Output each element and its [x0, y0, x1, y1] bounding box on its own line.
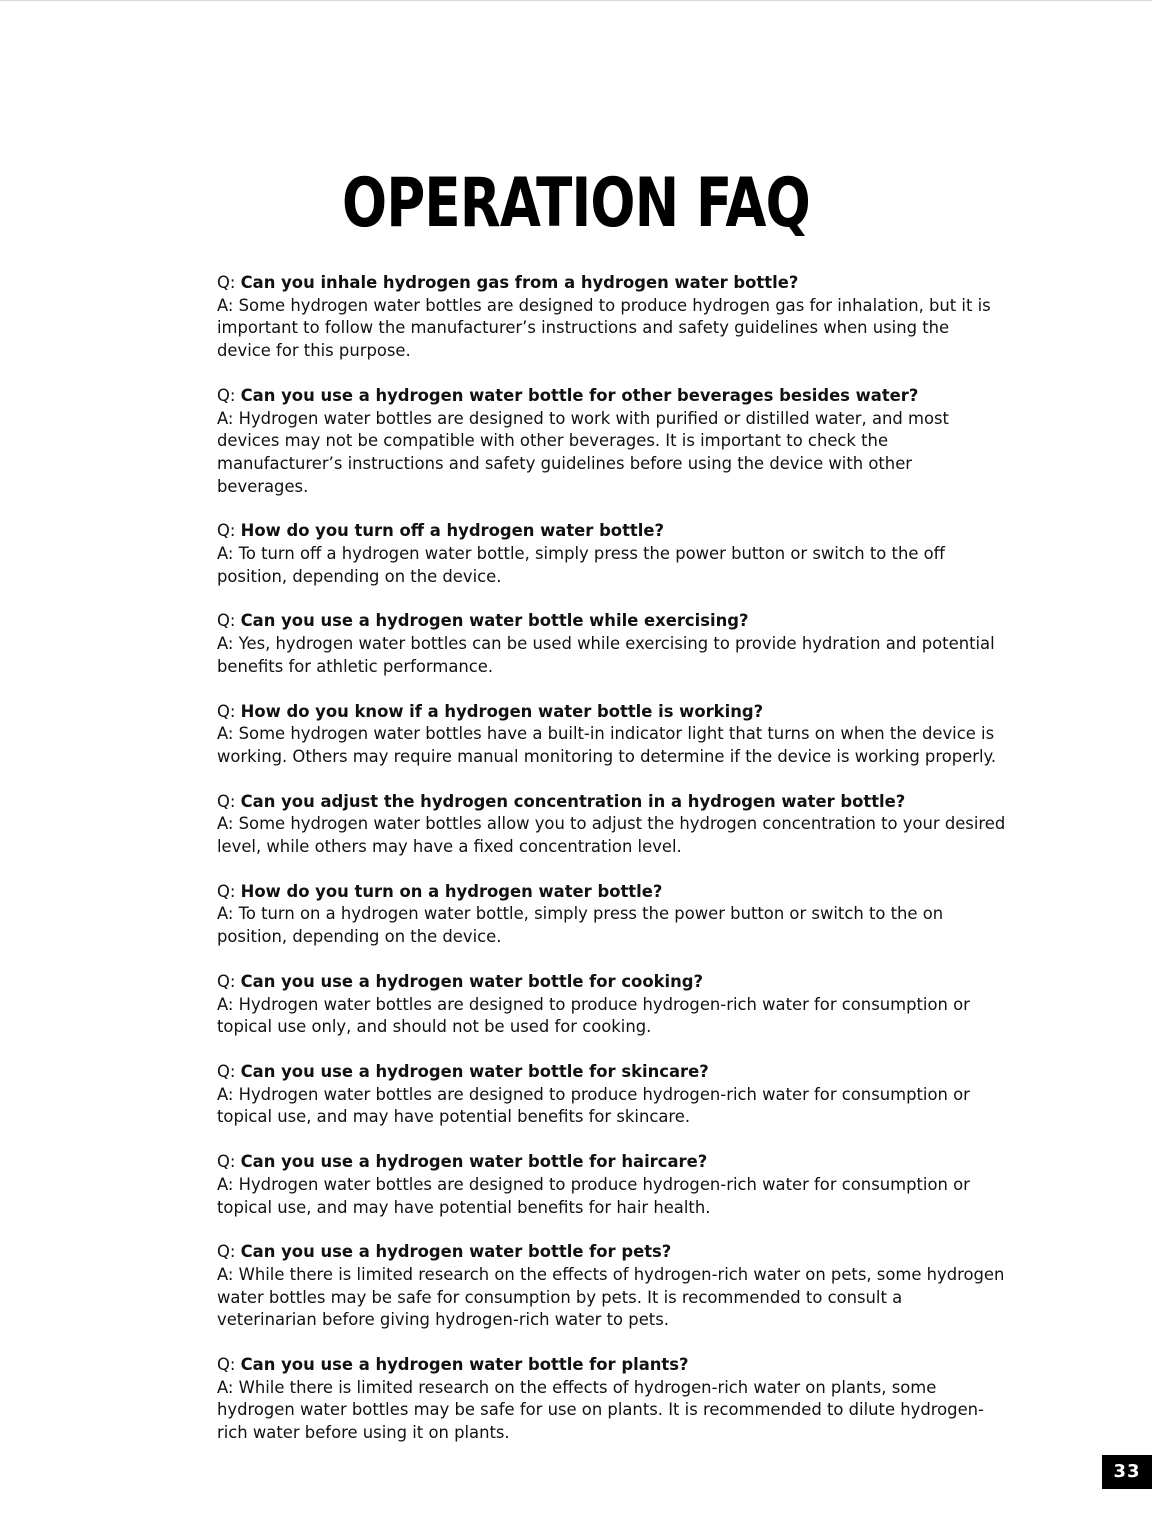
question-text: Can you adjust the hydrogen concentration in a hydrogen water bottle?: [240, 791, 906, 811]
top-divider: [0, 0, 1152, 1]
faq-question: [217, 385, 1007, 408]
question-text: How do you turn off a hydrogen water bottle?: [240, 521, 664, 541]
question-prefix: Q:: [217, 385, 236, 405]
faq-answer: A: Some hydrogen water bottles are designed to produce hydrogen gas for inhalation, but it is important to follow the manufacturer’s instructions and safety guidelines when using the device for this purpose.: [217, 295, 991, 361]
question-text: How do you know if a hydrogen water bottle is working?: [240, 701, 764, 721]
question-prefix: Q:: [217, 791, 236, 811]
question-prefix: Q:: [217, 971, 236, 991]
faq-question: [217, 520, 1007, 543]
faq-item: [217, 1354, 1007, 1445]
question-text: Can you use a hydrogen water bottle for cooking?: [240, 971, 704, 991]
faq-answer: A: Hydrogen water bottles are designed to work with purified or distilled water, and most devices may not be compatible with other beverages. It is important to check the manufacturer’s instructions and safety guidelines before using the device with other beverages.: [217, 408, 949, 496]
faq-item: [217, 971, 1007, 1039]
question-prefix: Q:: [217, 1242, 236, 1262]
faq-answer: A: While there is limited research on the effects of hydrogen-rich water on pets, some hydrogen water bottles may be safe for consumption by pets. It is recommended to consult a veterinarian before giving hydrogen-rich water to pets.: [217, 1264, 1005, 1330]
question-prefix: Q:: [217, 1355, 236, 1375]
question-text: Can you use a hydrogen water bottle for haircare?: [240, 1152, 708, 1172]
faq-answer: A: Some hydrogen water bottles allow you to adjust the hydrogen concentration to your desired level, while others may have a fixed concentration level.: [217, 814, 1006, 857]
question-prefix: Q:: [217, 701, 236, 721]
faq-item: [217, 1241, 1007, 1332]
question-prefix: Q:: [217, 521, 236, 541]
page-title: OPERATION FAQ: [342, 163, 810, 243]
question-text: Can you use a hydrogen water bottle for other beverages besides water?: [240, 385, 919, 405]
faq-question: [217, 881, 1007, 904]
faq-question: [217, 701, 1007, 724]
faq-answer: A: Yes, hydrogen water bottles can be used while exercising to provide hydration and potential benefits for athletic performance.: [217, 634, 995, 676]
faq-item: [217, 701, 1007, 769]
faq-answer: A: Hydrogen water bottles are designed to produce hydrogen-rich water for consumption or topical use, and may have potential benefits for skincare.: [217, 1084, 970, 1127]
faq-item: [217, 881, 1007, 949]
faq-item: [217, 1151, 1007, 1219]
question-text: How do you turn on a hydrogen water bottle?: [240, 881, 663, 901]
question-text: Can you inhale hydrogen gas from a hydrogen water bottle?: [240, 273, 799, 292]
question-text: Can you use a hydrogen water bottle for skincare?: [240, 1061, 709, 1081]
faq-question: [217, 971, 1007, 994]
faq-item: [217, 610, 1007, 678]
faq-answer: A: To turn on a hydrogen water bottle, simply press the power button or switch to the on position, depending on the device.: [217, 904, 944, 947]
faq-answer: A: Hydrogen water bottles are designed to produce hydrogen-rich water for consumption or topical use, and may have potential benefits for hair health.: [217, 1174, 970, 1217]
faq-answer: A: Hydrogen water bottles are designed to produce hydrogen-rich water for consumption or topical use only, and should not be used for cooking.: [217, 994, 970, 1037]
faq-item: [217, 520, 1007, 588]
faq-item: [217, 1061, 1007, 1129]
faq-question: [217, 1241, 1007, 1264]
faq-question: [217, 1061, 1007, 1084]
question-prefix: Q:: [217, 881, 236, 901]
faq-list: [217, 272, 1007, 1467]
faq-answer: A: To turn off a hydrogen water bottle, simply press the power button or switch to the off position, depending on the device.: [217, 544, 945, 586]
faq-question: [217, 272, 1007, 295]
question-text: Can you use a hydrogen water bottle for pets?: [240, 1242, 672, 1262]
faq-item: [217, 272, 1007, 363]
question-text: Can you use a hydrogen water bottle for plants?: [240, 1355, 689, 1375]
faq-question: [217, 791, 1007, 814]
page-number-badge: 33: [1102, 1455, 1152, 1489]
faq-item: [217, 385, 1007, 499]
question-prefix: Q:: [217, 611, 236, 631]
faq-question: [217, 610, 1007, 633]
faq-question: [217, 1151, 1007, 1174]
faq-answer: A: Some hydrogen water bottles have a built-in indicator light that turns on when the device is working. Others may require manual monitoring to determine if the device is working properly.: [217, 724, 997, 766]
faq-item: [217, 791, 1007, 859]
question-text: Can you use a hydrogen water bottle while exercising?: [240, 611, 749, 631]
question-prefix: Q:: [217, 273, 236, 292]
question-prefix: Q:: [217, 1152, 236, 1172]
question-prefix: Q:: [217, 1061, 236, 1081]
faq-answer: A: While there is limited research on the effects of hydrogen-rich water on plants, some hydrogen water bottles may be safe for use on plants. It is recommended to dilute hydrogen-rich water before using it on plants.: [217, 1377, 984, 1443]
faq-question: [217, 1354, 1007, 1377]
